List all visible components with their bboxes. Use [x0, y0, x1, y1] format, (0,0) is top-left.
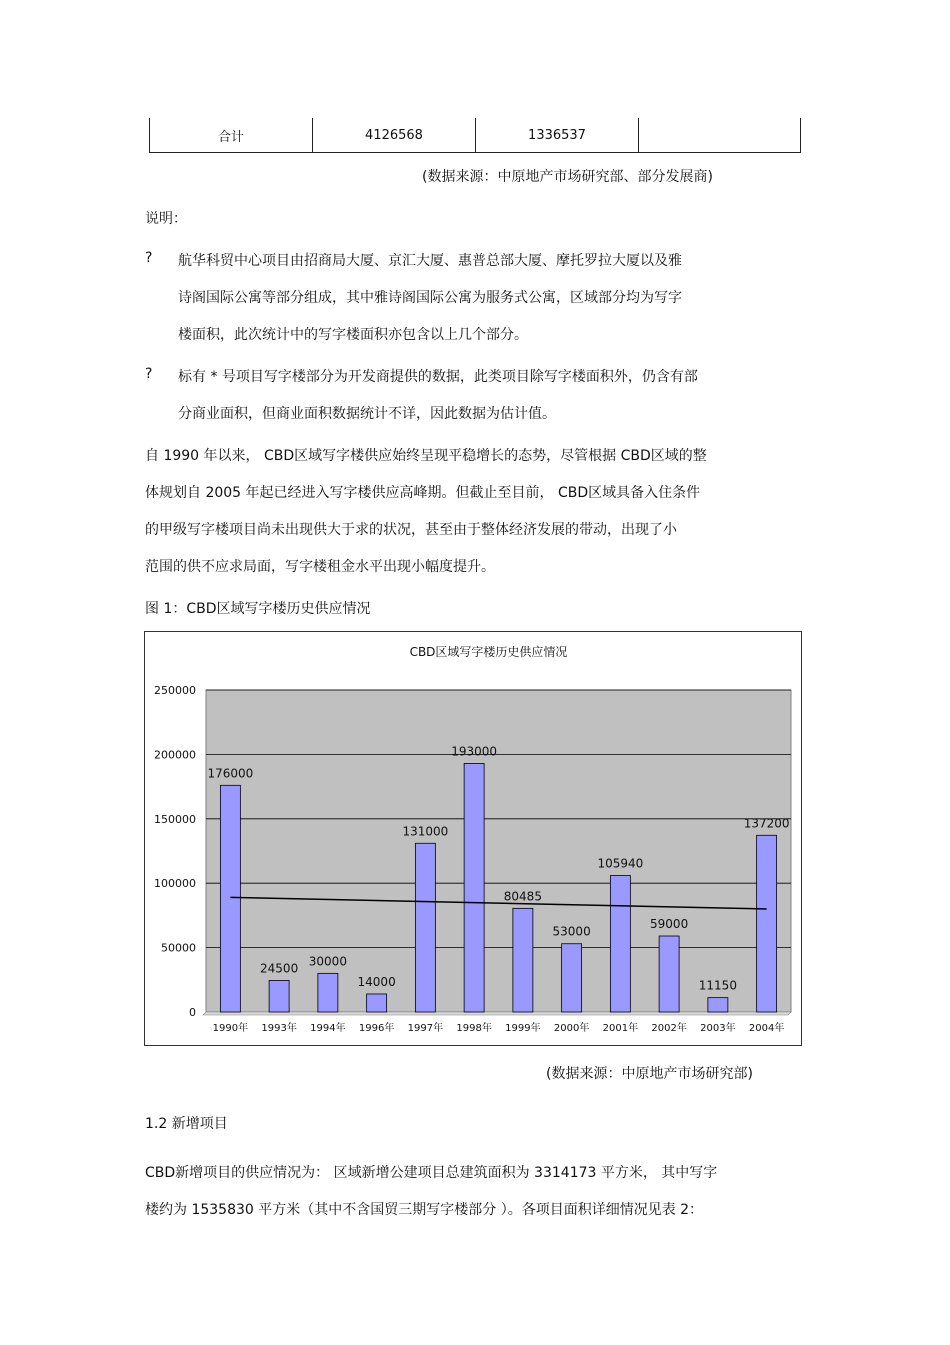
- y-tick-label: 250000: [154, 684, 196, 697]
- table-cell-total-area: 4126568: [313, 118, 476, 152]
- paragraph-line: 自 1990 年以来， CBD区域写字楼供应始终呈现平稳增长的态势，尽管根据 CBD区域的整: [145, 448, 707, 464]
- x-tick-label: 2004年: [748, 1023, 785, 1034]
- source-note: (数据来源：中原地产市场研究部、部分发展商): [422, 169, 713, 185]
- bar: [415, 843, 435, 1012]
- data-label: 176000: [207, 766, 254, 781]
- bullet-line: 楼面积，此次统计中的写字楼面积亦包含以上几个部分。: [178, 327, 528, 343]
- source-note: (数据来源：中原地产市场研究部): [546, 1066, 753, 1082]
- data-label: 59000: [650, 917, 689, 932]
- y-tick-label: 200000: [154, 748, 196, 762]
- chart-title: CBD区域写字楼历史供应情况: [409, 645, 568, 659]
- x-tick-label: 1998年: [456, 1023, 492, 1034]
- bullet-line: 分商业面积，但商业面积数据统计不详，因此数据为估计值。: [178, 406, 556, 422]
- bullet-marker: ?: [145, 366, 153, 382]
- data-label: 105940: [597, 856, 644, 871]
- y-tick-label: 150000: [154, 812, 196, 826]
- y-tick-label: 100000: [154, 877, 196, 891]
- data-label: 80485: [503, 889, 542, 904]
- chart-frame: [144, 631, 802, 1046]
- paragraph-line: 体规划自 2005 年起已经进入写字楼供应高峰期。但截止至目前， CBD区域具备入住条件: [145, 485, 701, 501]
- x-tick-label: 1994年: [310, 1023, 346, 1034]
- bar: [220, 785, 240, 1012]
- table-cell-empty: [639, 118, 800, 152]
- data-label: 131000: [402, 824, 449, 839]
- bar: [708, 998, 728, 1012]
- y-tick-label: 0: [189, 1006, 196, 1019]
- plot-floor: [203, 1012, 791, 1015]
- data-label: 137200: [743, 816, 790, 831]
- bullet-line: 诗阁国际公寓等部分组成，其中雅诗阁国际公寓为服务式公寓，区域部分均为写字: [178, 290, 682, 306]
- x-tick-label: 1996年: [358, 1023, 395, 1034]
- figure-caption: 图 1：CBD区域写字楼历史供应情况: [145, 601, 371, 617]
- bullet-marker: ?: [145, 250, 153, 266]
- supply-bar-chart: [145, 632, 801, 1045]
- paragraph-line: 楼约为 1535830 平方米（其中不含国贸三期写字楼部分 ）。各项目面积详细情况见表 2：: [145, 1202, 704, 1218]
- x-tick-label: 1999年: [505, 1023, 541, 1034]
- bar: [269, 980, 289, 1012]
- data-label: 24500: [260, 961, 299, 976]
- bullet-line: 标有 * 号项目写字楼部分为开发商提供的数据，此类项目除写字楼面积外，仍含有部: [178, 369, 698, 385]
- x-tick-label: 1997年: [407, 1023, 444, 1034]
- data-label: 30000: [308, 954, 347, 969]
- paragraph-line: 的甲级写字楼项目尚未出现供大于求的状况，甚至由于整体经济发展的带动，出现了小: [145, 522, 677, 538]
- x-tick-label: 2003年: [700, 1023, 736, 1034]
- notes-heading: 说明：: [145, 211, 187, 227]
- bar: [464, 763, 484, 1012]
- bar: [659, 936, 679, 1012]
- paragraph-line: 范围的供不应求局面，写字楼租金水平出现小幅度提升。: [145, 559, 495, 575]
- table-cell-label: 合计: [150, 118, 313, 152]
- bar: [757, 835, 777, 1012]
- x-tick-label: 1990年: [212, 1023, 249, 1034]
- x-tick-label: 2002年: [651, 1023, 687, 1034]
- y-tick-label: 50000: [161, 941, 196, 955]
- x-tick-label: 2001年: [602, 1023, 639, 1034]
- bullet-line: 航华科贸中心项目由招商局大厦、京汇大厦、惠普总部大厦、摩托罗拉大厦以及雅: [178, 253, 682, 269]
- bar: [367, 994, 387, 1012]
- data-label: 53000: [552, 924, 591, 939]
- data-label: 193000: [451, 744, 498, 759]
- x-tick-label: 2000年: [553, 1023, 590, 1034]
- bar: [610, 876, 630, 1012]
- paragraph-line: CBD新增项目的供应情况为： 区域新增公建项目总建筑面积为 3314173 平方米， 其中写字: [145, 1165, 718, 1181]
- data-label: 14000: [357, 974, 396, 989]
- summary-table-row: [149, 118, 801, 153]
- x-tick-label: 1993年: [261, 1023, 297, 1034]
- section-heading: 1.2 新增项目: [145, 1116, 228, 1132]
- bar: [513, 908, 533, 1012]
- bar: [318, 973, 338, 1012]
- bar: [562, 944, 582, 1012]
- table-cell-office-area: 1336537: [476, 118, 639, 152]
- data-label: 11150: [698, 978, 737, 993]
